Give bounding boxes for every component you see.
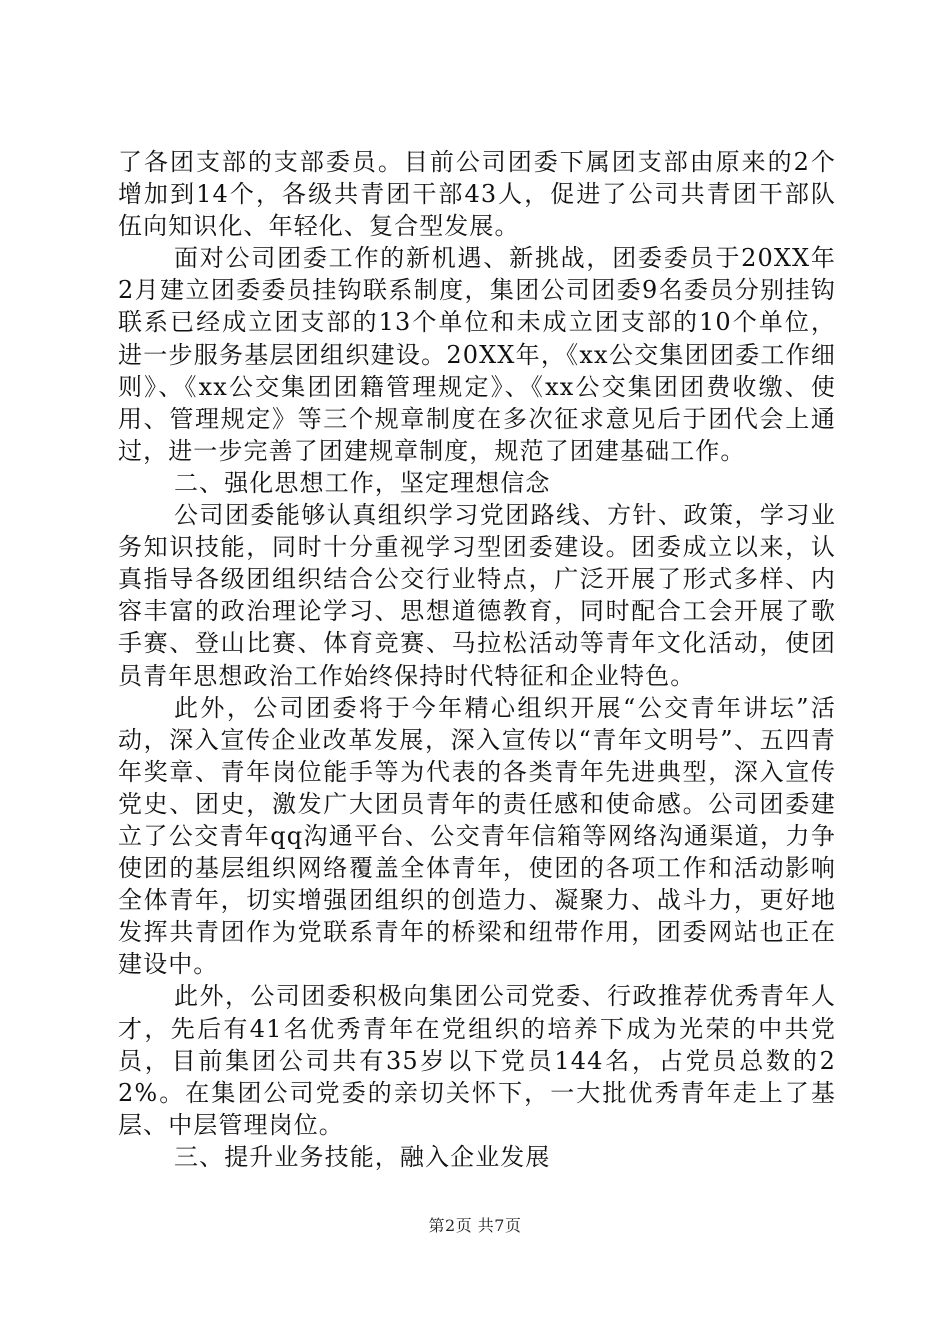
paragraph-youth-forum: 此外，公司团委将于今年精心组织开展“公交青年讲坛”活动，深入宣传企业改革发展，深入宣传以“青年文明号”、五四青年奖章、青年岗位能手等为代表的各类青年先进典型，深入宣传党史、团史，激发广大团员青年的责任感和使命感。公司团委建立了公交青年qq沟通平台、公交青年信箱等网络沟通渠道，力争使团的基层组织网络覆盖全体青年，使团的各项工作和活动影响全体青年，切实增强团组织的创造力、凝聚力、战斗力，更好地发挥共青团作为党联系青年的桥梁和纽带作用，团委网站也正在建设中。 xyxy=(118,693,836,979)
paragraph-talent: 此外，公司团委积极向集团公司党委、行政推荐优秀青年人才，先后有41名优秀青年在党组织的培养下成为光荣的中共党员，目前集团公司共有35岁以下党员144名，占党员总数的22%。在集团公司党委的亲切关怀下，一大批优秀青年走上了基层、中层管理岗位。 xyxy=(118,982,836,1139)
document-body xyxy=(118,146,836,1173)
paragraph-continuation: 了各团支部的支部委员。目前公司团委下属团支部由原来的2个增加到14个，各级共青团干部43人，促进了公司共青团干部队伍向知识化、年轻化、复合型发展。 xyxy=(118,148,836,241)
paragraph-committee-system: 面对公司团委工作的新机遇、新挑战，团委委员于20XX年2月建立团委委员挂钩联系制度，集团公司团委9名委员分别挂钩联系已经成立团支部的13个单位和未成立团支部的10个单位，进一步服务基层团组织建设。20XX年，《xx公交集团团委工作细则》、《xx公交集团团籍管理规定》、《xx公交集团团费收缴、使用、管理规定》等三个规章制度在多次征求意见后于团代会上通过，进一步完善了团建规章制度，规范了团建基础工作。 xyxy=(118,244,836,465)
section-heading-2: 二、强化思想工作，坚定理想信念 xyxy=(174,468,551,497)
page-number-footer: 第2页 共7页 xyxy=(428,1216,522,1235)
section-heading-3: 三、提升业务技能，融入企业发展 xyxy=(174,1142,551,1171)
paragraph-study: 公司团委能够认真组织学习党团路线、方针、政策，学习业务知识技能，同时十分重视学习型团委建设。团委成立以来，认真指导各级团组织结合公交行业特点，广泛开展了形式多样、内容丰富的政治理论学习、思想道德教育，同时配合工会开展了歌手赛、登山比赛、体育竞赛、马拉松活动等青年文化活动，使团员青年思想政治工作始终保持时代特征和企业特色。 xyxy=(118,501,836,690)
